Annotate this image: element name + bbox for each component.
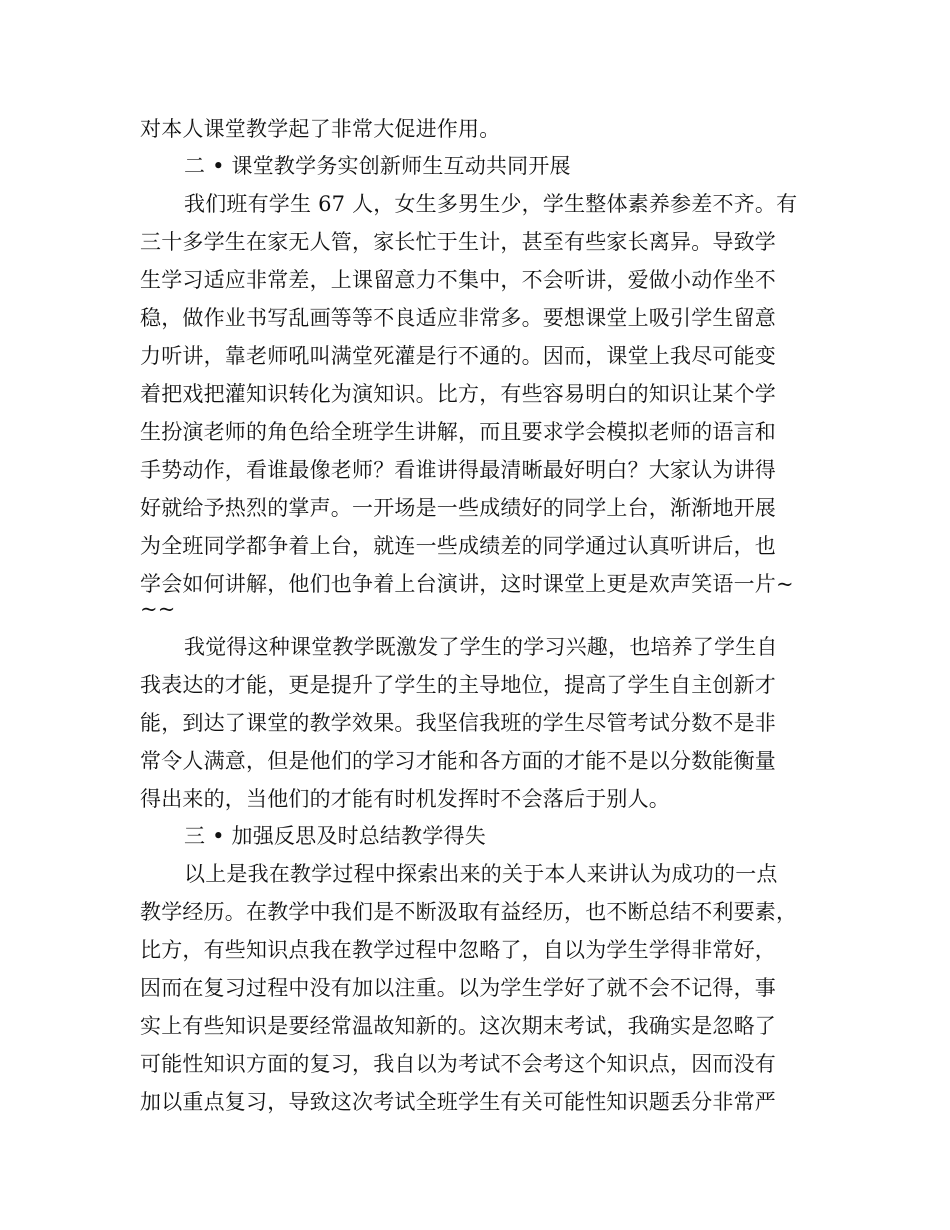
text-line: 好就给予热烈的掌声。一开场是一些成绩好的同学上台，渐渐地开展 [140,496,776,520]
text-line: 我觉得这种课堂教学既激发了学生的学习兴趣，也培养了学生自 [184,635,778,659]
text-line: 生扮演老师的角色给全班学生讲解，而且要求学会模拟老师的语言和 [140,420,776,444]
text-line: 生学习适应非常差，上课留意力不集中，不会听讲，爱做小动作坐不 [140,268,776,292]
text-line: 实上有些知识是要经常温故知新的。这次期末考试，我确实是忽略了 [140,1014,776,1038]
text-line: 加以重点复习，导致这次考试全班学生有关可能性知识题丢分非常严 [140,1090,776,1114]
text-line: 着把戏把灌知识转化为演知识。比方，有些容易明白的知识让某个学 [140,382,776,406]
text-line: 得出来的，当他们的才能有时机发挥时不会落后于别人。 [140,787,670,811]
text-line: 为全班同学都争着上台，就连一些成绩差的同学通过认真听讲后，也 [140,534,776,558]
text-line: 我表达的才能，更是提升了学生的主导地位，提高了学生自主创新才 [140,673,776,697]
text-line: 比方，有些知识点我在教学过程中忽略了，自以为学生学得非常好， [140,938,776,962]
text-line: 可能性知识方面的复习，我自以为考试不会考这个知识点，因而没有 [140,1052,776,1076]
text-line: 手势动作，看谁最像老师？看谁讲得最清晰最好明白？大家认为讲得 [140,458,776,482]
section-heading-3: 三 • 加强反思及时总结教学得失 [184,824,486,848]
text-line: 学会如何讲解，他们也争着上台演讲，这时课堂上更是欢声笑语一片~ [140,572,794,596]
text-line: ~~ [140,597,176,621]
text-line: 对本人课堂教学起了非常大促进作用。 [140,117,501,141]
text-line: 因而在复习过程中没有加以注重。以为学生学好了就不会不记得，事 [140,976,776,1000]
text-line: 常令人满意，但是他们的学习才能和各方面的才能不是以分数能衡量 [140,749,776,773]
text-line: 三十多学生在家无人管，家长忙于生计，甚至有些家长离异。导致学 [140,230,776,254]
text-line: 能，到达了课堂的教学效果。我坚信我班的学生尽管考试分数不是非 [140,711,776,735]
text-line: 教学经历。在教学中我们是不断汲取有益经历，也不断总结不利要素， [140,900,798,924]
text-line: 我们班有学生 67 人，女生多男生少，学生整体素养参差不齐。有 [184,192,798,216]
text-line: 稳，做作业书写乱画等等不良适应非常多。要想课堂上吸引学生留意 [140,306,776,330]
text-line: 以上是我在教学过程中探索出来的关于本人来讲认为成功的一点 [184,862,778,886]
section-heading-2: 二 • 课堂教学务实创新师生互动共同开展 [184,154,571,178]
text-line: 力听讲，靠老师吼叫满堂死灌是行不通的。因而，课堂上我尽可能变 [140,344,776,368]
